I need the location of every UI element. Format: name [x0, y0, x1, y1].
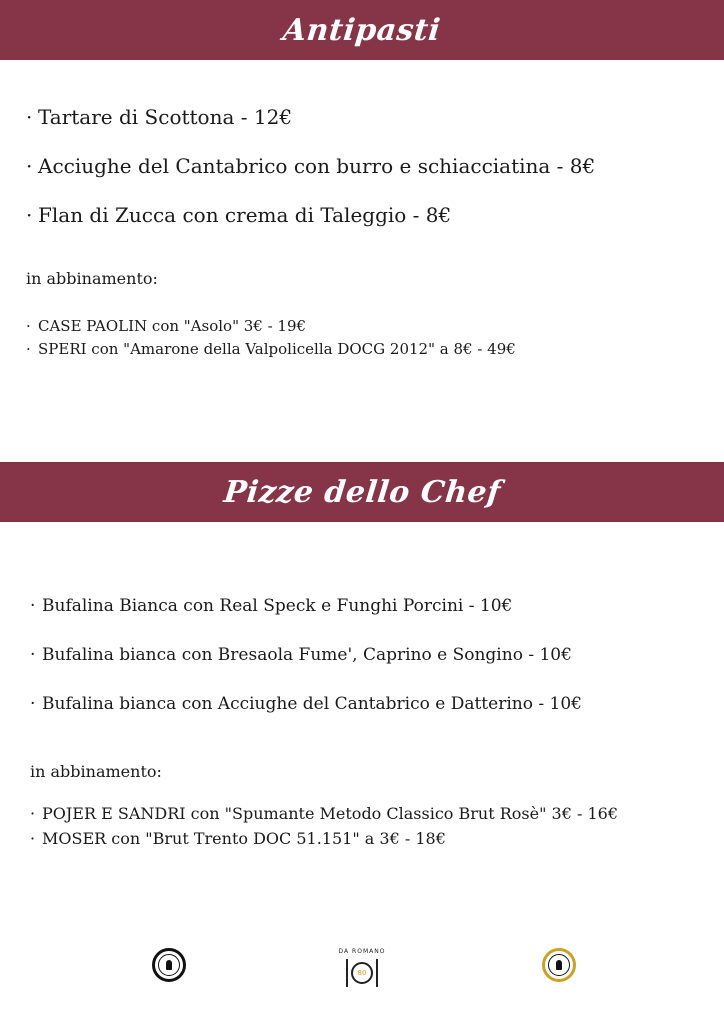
plate-icon: 80 [351, 962, 373, 984]
da-romano-logo-icon [330, 948, 394, 998]
list-item: · Tartare di Scottona - 12€ [26, 105, 293, 129]
brand-name: DA ROMANO [338, 948, 386, 955]
section-header-pizze [0, 462, 724, 522]
list-item: · Acciughe del Cantabrico con burro e schiacciatina - 8€ [26, 154, 596, 178]
list-item: · POJER E SANDRI con "Spumante Metodo Classico Brut Rosè" 3€ - 16€ [30, 804, 619, 823]
list-item: · Bufalina bianca con Acciughe del Cantabrico e Datterino - 10€ [30, 694, 582, 714]
list-item: · Flan di Zucca con crema di Taleggio - 8€ [26, 203, 452, 227]
list-item: · CASE PAOLIN con "Asolo" 3€ - 19€ [26, 317, 307, 335]
section-header-antipasti [0, 0, 724, 60]
badge-icon [152, 948, 186, 982]
keyhole-icon [556, 960, 562, 970]
knife-icon [376, 959, 378, 987]
wine-pairing-list [30, 805, 618, 855]
list-item: · Bufalina bianca con Bresaola Fume', Caprino e Songino - 10€ [30, 645, 572, 665]
section-title: Antipasti [281, 12, 443, 48]
antipasti-list [26, 106, 595, 253]
wine-pairing-list [26, 317, 516, 363]
keyhole-icon [166, 960, 172, 970]
list-item: · SPERI con "Amarone della Valpolicella DOCG 2012" a 8€ - 49€ [26, 340, 516, 358]
list-item: · Bufalina Bianca con Real Speck e Funghi Porcini - 10€ [30, 596, 513, 616]
section-title: Pizze dello Chef [221, 474, 503, 510]
fork-icon [346, 959, 348, 987]
list-item: · MOSER con "Brut Trento DOC 51.151" a 3€ - 18€ [30, 829, 446, 848]
welcome-coffee-logo-icon [134, 948, 204, 993]
pizze-list [30, 596, 582, 743]
pairing-label: in abbinamento: [26, 269, 158, 288]
welcome-coffee-gold-logo-icon [524, 948, 594, 982]
badge-icon [542, 948, 576, 982]
pairing-label: in abbinamento: [30, 762, 162, 781]
